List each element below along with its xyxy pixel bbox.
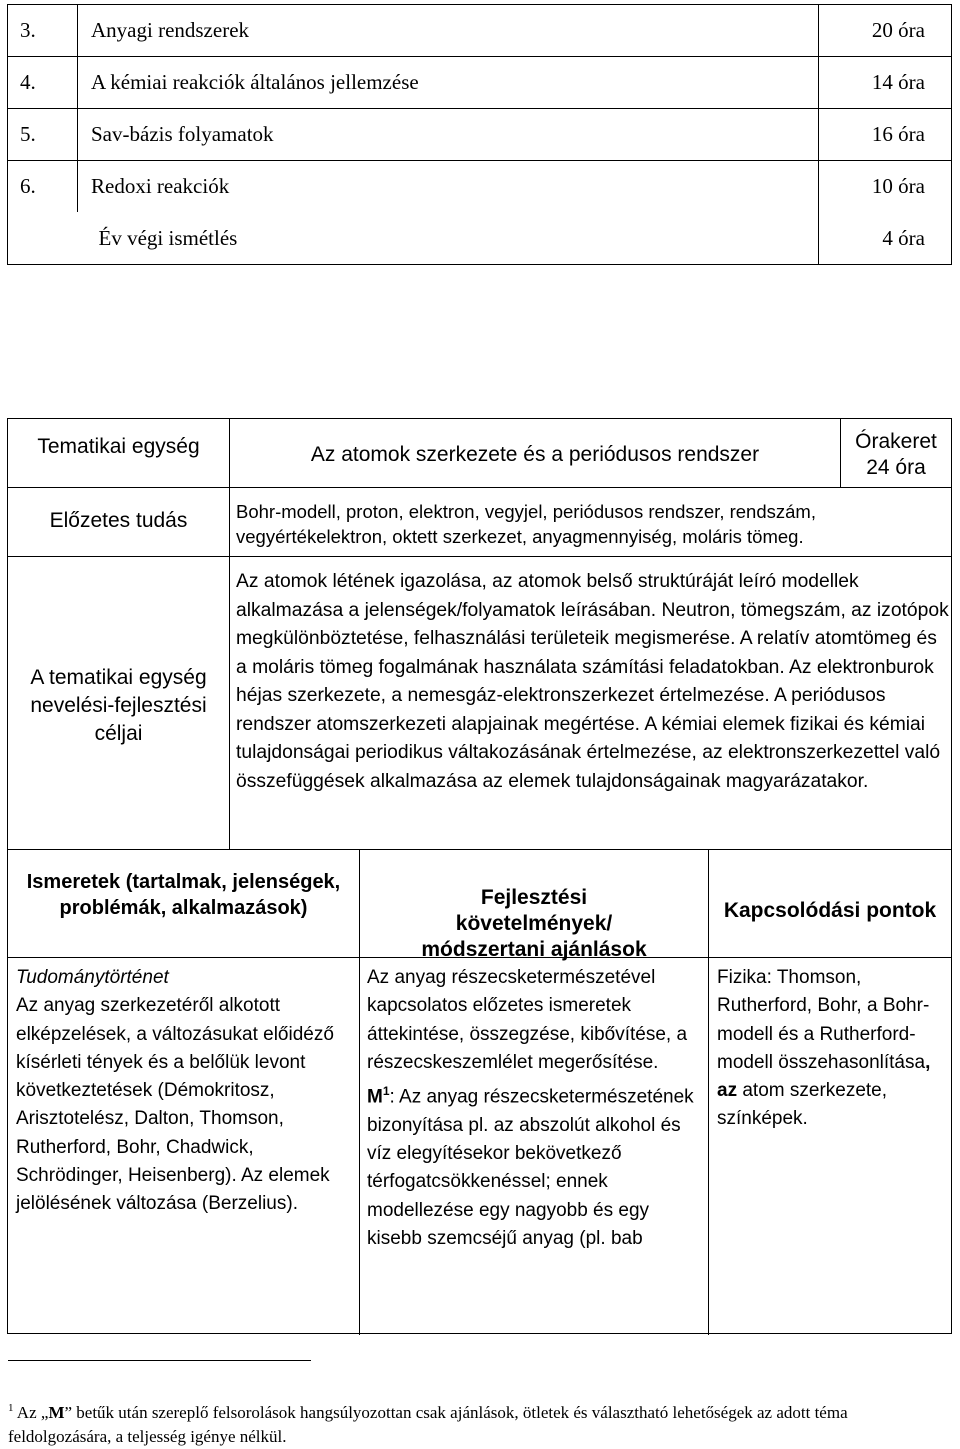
label-timeframe: Órakeret: [855, 430, 937, 453]
label-goals: A tematikai egység nevelési-fejlesztési céljai: [30, 666, 207, 745]
knowledge-text: Az anyag szerkezetéről alkotott elképzelések, a változásukat előidéző kísérleti tények és a belőlük levont következtetések (Démokritosz, Arisztotelész, Dalton, Thomson, Rutherford, Bohr, Chadwick, Schrödinger, Heisenberg). Az elemek jelölésének változása (Berzelius).: [16, 995, 334, 1215]
knowledge-content: [16, 964, 352, 1219]
schedule-row: [8, 57, 952, 109]
divider: [8, 849, 951, 850]
links-text-a: Fizika: Thomson, Rutherford, Bohr, a Bohr-modell és a Rutherford-modell összehasonlítása: [717, 967, 930, 1073]
links-text-c: atom szerkezete, színképek.: [717, 1080, 888, 1130]
development-text-2: : Az anyag részecsketermészetének bizonyítása pl. az abszolút alkohol és víz elegyítésekor bekövetkező térfogatcsökkenéssel; ennek modellezése egy nagyobb és egy kisebb szemcséjű anyag (pl. bab: [367, 1086, 694, 1249]
development-text-2-wrap: [367, 1077, 705, 1253]
schedule-row: [8, 5, 952, 57]
schedule-title: Sav-bázis folyamatok: [78, 109, 819, 161]
development-content: [367, 964, 705, 1253]
schedule-hours: 16 óra: [819, 109, 952, 161]
divider: [8, 556, 951, 557]
schedule-title: Anyagi rendszerek: [78, 5, 819, 57]
header-knowledge: Ismeretek (tartalmak, jelenségek, problémák, alkalmazások): [26, 871, 341, 919]
schedule-review-row: [8, 212, 952, 265]
label-topic: Tematikai egység: [37, 435, 200, 458]
schedule-hours: 14 óra: [819, 57, 952, 109]
schedule-hours: 20 óra: [819, 5, 952, 57]
schedule-row: [8, 161, 952, 213]
schedule-number: 4.: [8, 57, 78, 109]
footnote: [8, 1396, 948, 1449]
links-content: [717, 964, 945, 1134]
schedule-title: A kémiai reakciók általános jellemzése: [78, 57, 819, 109]
footnote-pre: Az „: [13, 1403, 49, 1422]
schedule-hours: 10 óra: [819, 161, 952, 213]
links-text-b: , az: [717, 1051, 931, 1102]
development-text-1: Az anyag részecsketermészetével kapcsolatos előzetes ismeretek áttekintése, összegzése, kibővítése, a részecskeszemlélet megerősítése.: [367, 967, 688, 1073]
divider: [8, 487, 951, 488]
schedule-number-empty: [8, 212, 78, 265]
topic-title: Az atomok szerkezete és a periódusos rendszer: [310, 443, 760, 466]
label-prior-knowledge: Előzetes tudás: [49, 509, 188, 532]
schedule-row: [8, 109, 952, 161]
schedule-title: Redoxi reakciók: [78, 161, 819, 213]
schedule-number: 6.: [8, 161, 78, 213]
footnote-separator: [8, 1360, 311, 1361]
review-hours: 4 óra: [819, 212, 952, 265]
header-links: Kapcsolódási pontok: [723, 899, 937, 922]
prior-knowledge-text: Bohr-modell, proton, elektron, vegyjel, periódusos rendszer, rendszám, vegyértékelektron, oktett szerkezet, anyagmennyiség, moláris tömeg.: [236, 501, 816, 547]
timeframe-box: [841, 429, 951, 481]
footnote-number: 1: [8, 1402, 14, 1414]
review-title: Év végi ismétlés: [78, 212, 819, 265]
divider: [229, 419, 230, 849]
method-footnote-ref: 1: [382, 1084, 390, 1099]
method-label: M: [367, 1086, 383, 1108]
schedule-number: 5.: [8, 109, 78, 161]
header-development: Fejlesztési követelmények/ módszertani ajánlások: [421, 886, 647, 961]
schedule-table: [7, 4, 952, 265]
knowledge-subtitle: Tudománytörténet: [16, 967, 169, 988]
timeframe-value: 24 óra: [866, 456, 926, 479]
unit-table: [7, 418, 952, 1334]
schedule-number: 3.: [8, 5, 78, 57]
goals-text: Az atomok létének igazolása, az atomok belső struktúráját leíró modellek alkalmazása a jelenségek/folyamatok leírásában. Neutron, tömegszám, az izotópok megkülönböztetése, felhasználási területeik megismerése. A relatív atomtömeg és a moláris tömeg fogalmának használata számítási feladatokban. Az elektronburok héjas szerkezete, a nemesgáz-elektronszerkezet értelmezése. A periódusos rendszer atomszerkezeti alapjainak megértése. A kémiai elemek fizikai és kémiai tulajdonságai periodikus váltakozásának értelmezése, az elektronszerkezettel való összefüggések alkalmazása az elemek tulajdonságainak magyarázatakor.: [236, 571, 949, 792]
footnote-text: ” betűk után szereplő felsorolások hangsúlyozottan csak ajánlások, ötletek és választható lehetőségek az adott téma feldolgozására, a teljesség igénye nélkül.: [8, 1403, 848, 1446]
footnote-m: M: [48, 1403, 65, 1422]
